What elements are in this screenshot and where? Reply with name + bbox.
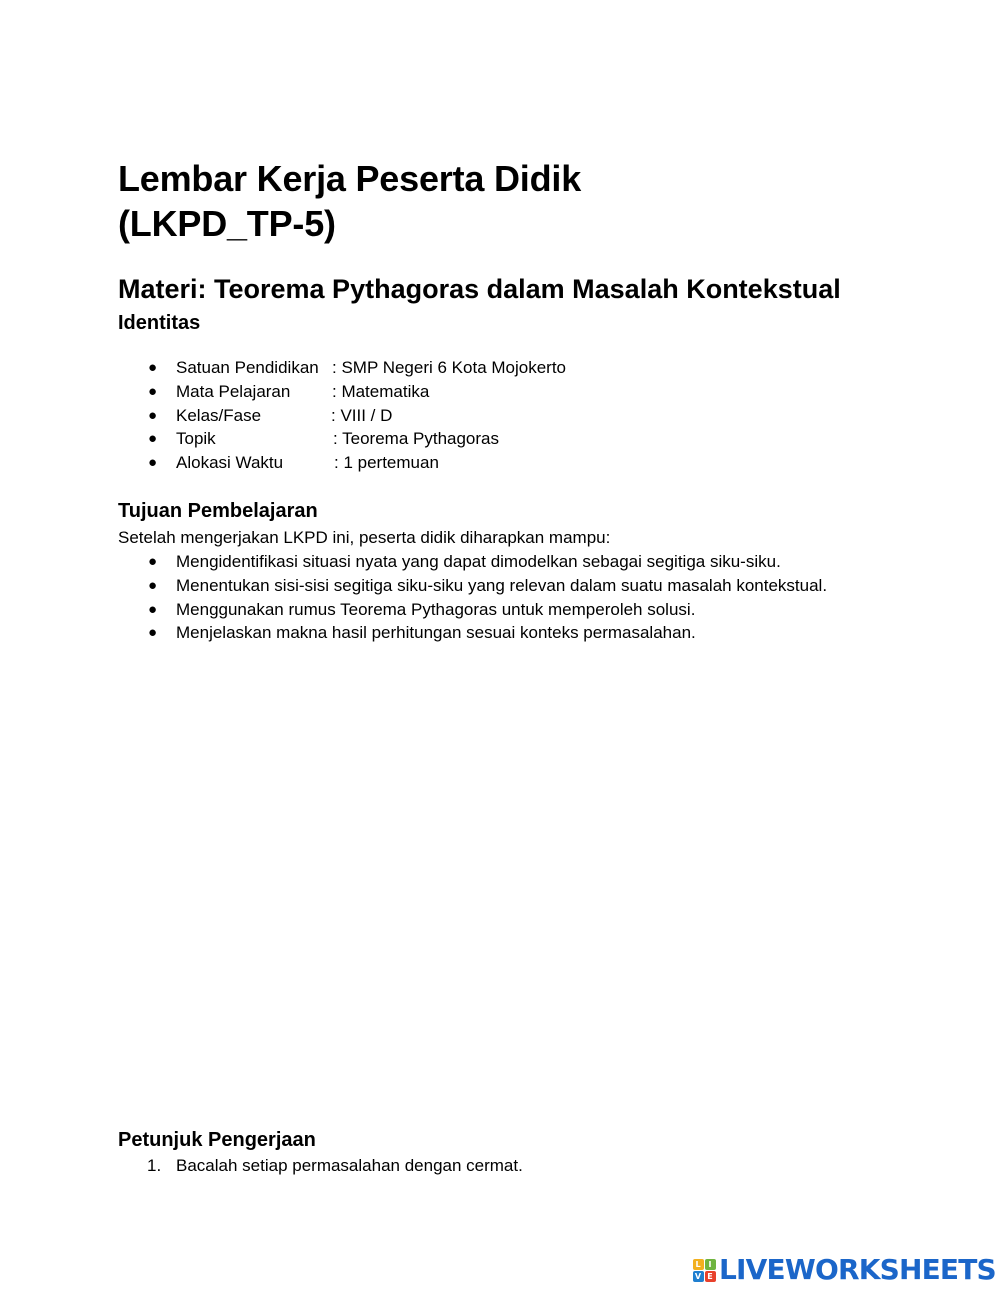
identitas-item <box>118 356 566 380</box>
tujuan-item <box>118 574 827 598</box>
petunjuk-list <box>118 1154 523 1178</box>
bullet-icon: ● <box>148 624 158 642</box>
bullet-icon: ● <box>148 454 158 472</box>
liveworksheets-logo <box>692 1255 996 1285</box>
identitas-label: Satuan Pendidikan <box>176 358 319 377</box>
identitas-label: Kelas/Fase <box>176 405 262 425</box>
identitas-label: Alokasi Waktu <box>176 453 284 473</box>
bullet-icon: ● <box>148 430 158 448</box>
bullet-icon: ● <box>148 359 158 376</box>
step-text: Bacalah setiap permasalahan dengan cermat. <box>176 1156 523 1175</box>
tujuan-item-text: Menjelaskan makna hasil perhitungan sesuai konteks permasalahan. <box>176 623 696 643</box>
tujuan-item-text: Menggunakan rumus Teorema Pythagoras untuk memperoleh solusi. <box>176 599 696 619</box>
tujuan-heading: Tujuan Pembelajaran <box>118 500 318 522</box>
identitas-heading: Identitas <box>118 312 201 334</box>
page-title <box>118 156 581 246</box>
logo-letter: L <box>693 1259 704 1270</box>
identitas-value: : SMP Negeri 6 Kota Mojokerto <box>332 358 567 377</box>
identitas-value: : 1 pertemuan <box>334 453 439 473</box>
tujuan-item-text: Mengidentifikasi situasi nyata yang dapat dimodelkan sebagai segitiga siku-siku. <box>176 552 781 571</box>
logo-letter: V <box>693 1271 704 1282</box>
identitas-label: Mata Pelajaran <box>176 381 291 401</box>
bullet-icon: ● <box>148 600 158 618</box>
tujuan-item <box>118 550 827 574</box>
tujuan-item-text: Menentukan sisi-sisi segitiga siku-siku yang relevan dalam suatu masalah kontekstual. <box>176 575 828 595</box>
identitas-label: Topik <box>176 429 216 449</box>
petunjuk-heading: Petunjuk Pengerjaan <box>118 1129 316 1151</box>
identitas-item <box>118 404 566 428</box>
materi-heading: Materi: Teorema Pythagoras dalam Masalah Kontekstual <box>118 274 841 304</box>
page-title-line1: Lembar Kerja Peserta Didik <box>118 158 582 199</box>
identitas-value: : VIII / D <box>331 405 393 425</box>
liveworksheets-logo-icon <box>692 1258 716 1282</box>
bullet-icon: ● <box>148 406 158 424</box>
step-number: 1. <box>147 1156 162 1175</box>
identitas-item <box>118 427 566 451</box>
bullet-icon: ● <box>148 576 158 594</box>
identitas-list <box>118 356 566 475</box>
bullet-icon: ● <box>148 382 158 400</box>
bullet-icon: ● <box>148 553 158 570</box>
identitas-value: : Teorema Pythagoras <box>333 429 499 449</box>
tujuan-item <box>118 598 827 622</box>
tujuan-item <box>118 621 827 645</box>
identitas-item <box>118 380 566 404</box>
petunjuk-item <box>118 1154 523 1178</box>
page-title-line2: (LKPD_TP-5) <box>118 203 336 244</box>
liveworksheets-logo-text: LIVEWORKSHEETS <box>719 1253 996 1286</box>
logo-letter: I <box>705 1259 716 1270</box>
tujuan-list <box>118 550 827 645</box>
logo-letter: E <box>705 1271 716 1282</box>
tujuan-intro: Setelah mengerjakan LKPD ini, peserta didik diharapkan mampu: <box>118 528 611 547</box>
identitas-value: : Matematika <box>332 381 430 401</box>
identitas-item <box>118 451 566 475</box>
